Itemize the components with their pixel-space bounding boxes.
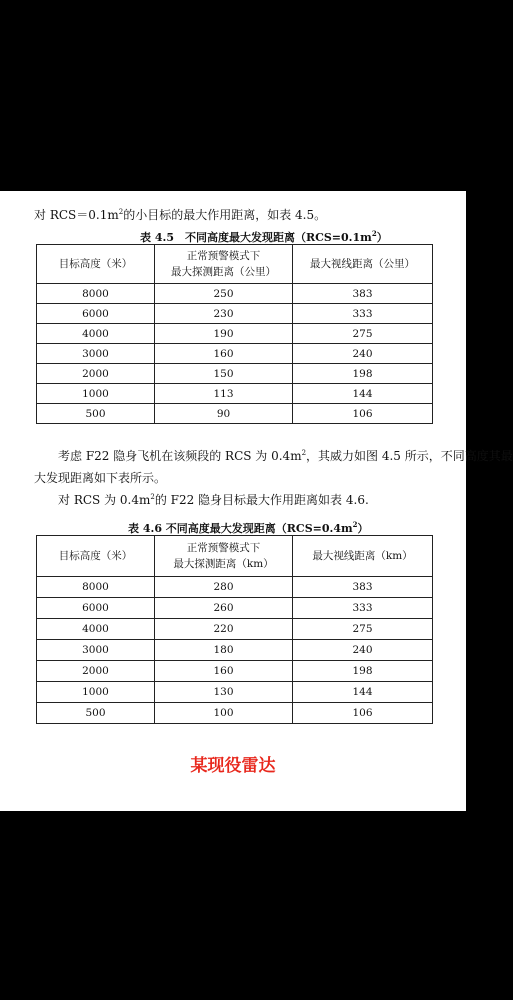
cell-detection-range: 90: [155, 404, 293, 424]
cell-altitude: 500: [37, 703, 155, 724]
table-row: [37, 324, 433, 344]
cell-detection-range: 160: [155, 344, 293, 364]
cell-detection-range: 150: [155, 364, 293, 384]
cell-detection-range: 130: [155, 682, 293, 703]
header-target-altitude: 目标高度（米）: [37, 536, 155, 577]
cell-line-of-sight: 144: [293, 384, 433, 404]
table-row: [37, 404, 433, 424]
cell-altitude: 2000: [37, 661, 155, 682]
cell-detection-range: 260: [155, 598, 293, 619]
cell-line-of-sight: 383: [293, 577, 433, 598]
cell-detection-range: 100: [155, 703, 293, 724]
cell-line-of-sight: 144: [293, 682, 433, 703]
cell-line-of-sight: 333: [293, 598, 433, 619]
cell-detection-range: 113: [155, 384, 293, 404]
cell-altitude: 6000: [37, 598, 155, 619]
header-max-line-of-sight: 最大视线距离（公里）: [293, 245, 433, 284]
cell-detection-range: 180: [155, 640, 293, 661]
header-target-altitude: 目标高度（米）: [37, 245, 155, 284]
cell-altitude: 2000: [37, 364, 155, 384]
table-row: [37, 661, 433, 682]
table-row: [37, 640, 433, 661]
document-page: [0, 191, 513, 811]
cell-line-of-sight: 333: [293, 304, 433, 324]
table-row: [37, 384, 433, 404]
cell-altitude: 3000: [37, 344, 155, 364]
cell-detection-range: 250: [155, 284, 293, 304]
table-row: [37, 703, 433, 724]
cell-detection-range: 220: [155, 619, 293, 640]
cell-altitude: 3000: [37, 640, 155, 661]
detection-range-table-1: [36, 244, 433, 424]
cell-line-of-sight: 240: [293, 640, 433, 661]
table2-intro: 对 RCS 为 $0.4m^2$的 F22 隐身目标最大作用距离如表 4.6.: [34, 493, 369, 507]
cell-line-of-sight: 275: [293, 324, 433, 344]
table-row: [37, 598, 433, 619]
table-row: [37, 619, 433, 640]
cell-altitude: 1000: [37, 682, 155, 703]
cell-line-of-sight: 240: [293, 344, 433, 364]
cell-line-of-sight: 198: [293, 364, 433, 384]
cell-line-of-sight: 198: [293, 661, 433, 682]
table1-caption: 表 4.5 不同高度最大发现距离$(RCS=0.1m^2)$: [140, 229, 388, 244]
cell-altitude: 500: [37, 404, 155, 424]
cell-altitude: 1000: [37, 384, 155, 404]
cell-detection-range: 230: [155, 304, 293, 324]
cell-altitude: 4000: [37, 619, 155, 640]
table-row: [37, 682, 433, 703]
detection-range-table-2: [36, 535, 433, 724]
cell-altitude: 6000: [37, 304, 155, 324]
table-row: [37, 364, 433, 384]
cell-line-of-sight: 383: [293, 284, 433, 304]
cell-altitude: 8000: [37, 284, 155, 304]
cell-line-of-sight: 106: [293, 703, 433, 724]
table-row: [37, 344, 433, 364]
header-max-detection-range: 正常预警模式下 最大探测距离（km）: [155, 536, 293, 577]
table-row: [37, 577, 433, 598]
table1-intro: 对 $RCS=0.1m^2$的小目标的最大作用距离，如表 4.5。: [34, 208, 327, 222]
cell-detection-range: 280: [155, 577, 293, 598]
table2-caption: 表 4.6 不同高度最大发现距离$(RCS=0.4m^2)$: [128, 520, 369, 535]
cell-altitude: 4000: [37, 324, 155, 344]
table-row: [37, 284, 433, 304]
paragraph-f22: 考虑 F22 隐身飞机在该频段的 RCS 为 $0.4m^2$，其威力如图 4.5 所示，不同高度其最: [34, 449, 513, 463]
cell-line-of-sight: 106: [293, 404, 433, 424]
cell-detection-range: 160: [155, 661, 293, 682]
cell-line-of-sight: 275: [293, 619, 433, 640]
table-header-row: [37, 536, 433, 577]
table-header-row: [37, 245, 433, 284]
table-row: [37, 304, 433, 324]
header-max-detection-range: 正常预警模式下 最大探测距离（公里）: [155, 245, 293, 284]
header-max-line-of-sight: 最大视线距离（km）: [293, 536, 433, 577]
overlay-caption: 某现役雷达: [190, 756, 276, 776]
paragraph-f22-continued: 大发现距离如下表所示。: [34, 471, 167, 485]
cell-altitude: 8000: [37, 577, 155, 598]
cell-detection-range: 190: [155, 324, 293, 344]
